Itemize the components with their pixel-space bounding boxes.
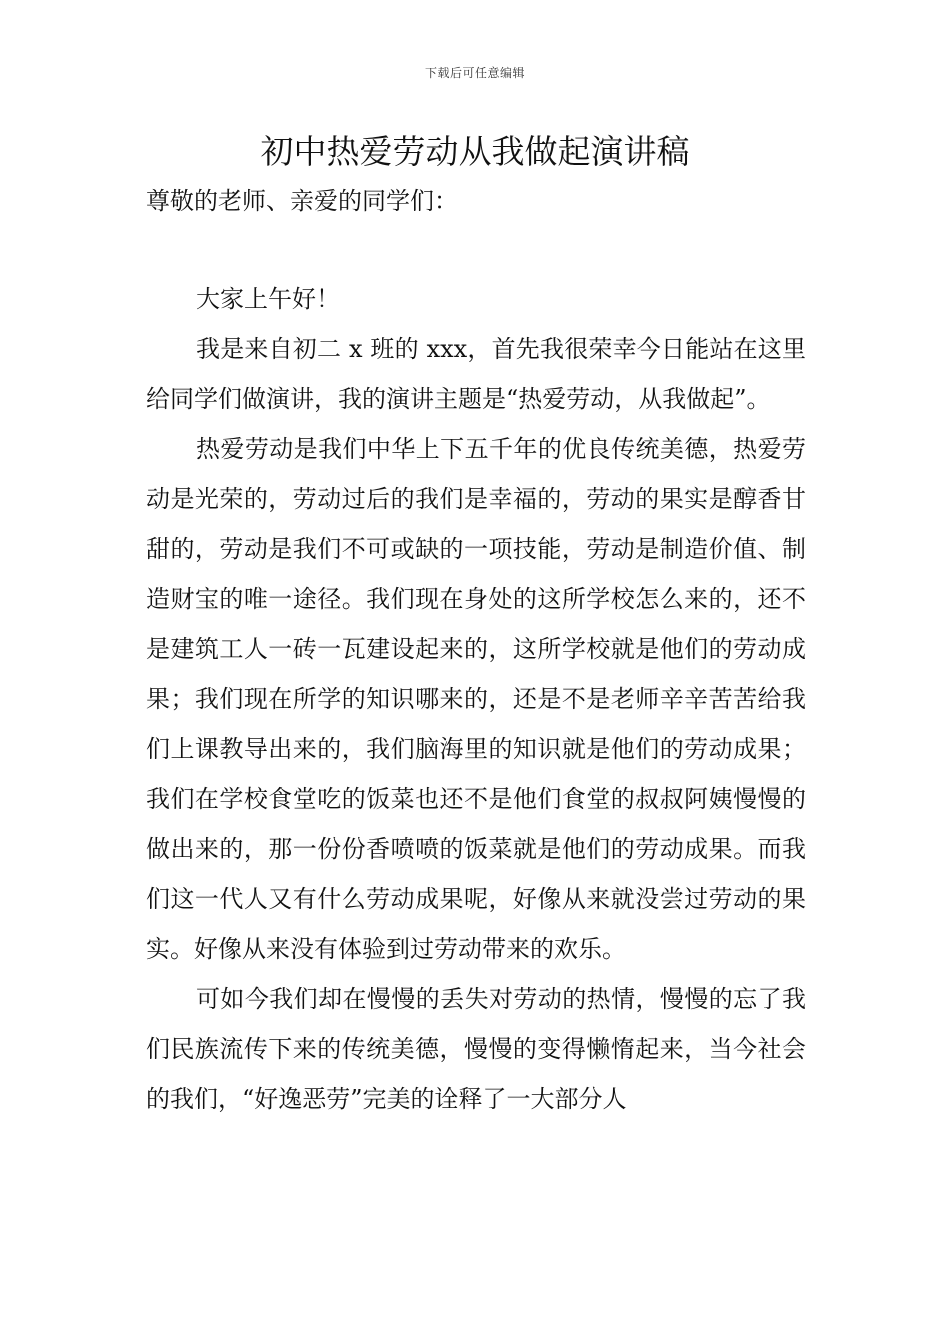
paragraph-labor-value: 热爱劳动是我们中华上下五千年的优良传统美德，热爱劳动是光荣的，劳动过后的我们是幸福的，劳动的果实是醇香甘甜的，劳动是我们不可或缺的一项技能，劳动是制造价值、制造财宝的唯一途径。我们现在身处的这所学校怎么来的，还不是建筑工人一砖一瓦建设起来的，这所学校就是他们的劳动成果；我们现在所学的知识哪来的，还是不是老师辛辛苦苦给我们上课教导出来的，我们脑海里的知识就是他们的劳动成果；我们在学校食堂吃的饭菜也还不是他们食堂的叔叔阿姨慢慢的做出来的，那一份份香喷喷的饭菜就是他们的劳动成果。而我们这一代人又有什么劳动成果呢，好像从来就没尝过劳动的果实。好像从来没有体验到过劳动带来的欢乐。	[146, 435, 806, 963]
document-body	[146, 176, 806, 1124]
paragraph-greeting: 大家上午好！	[196, 285, 340, 313]
paragraph-introduction: 我是来自初二 x 班的 xxx，首先我很荣幸今日能站在这里给同学们做演讲，我的演讲主题是“热爱劳动，从我做起”。	[146, 335, 806, 413]
document-title: 初中热爱劳动从我做起演讲稿	[260, 132, 690, 171]
header-note: 下载后可任意编辑	[424, 66, 525, 80]
salutation: 尊敬的老师、亲爱的同学们：	[146, 187, 458, 215]
paragraph-labor-decline: 可如今我们却在慢慢的丢失对劳动的热情，慢慢的忘了我们民族流传下来的传统美德，慢慢的变得懒惰起来，当今社会的我们，“好逸恶劳”完美的诠释了一大部分人	[146, 985, 806, 1113]
